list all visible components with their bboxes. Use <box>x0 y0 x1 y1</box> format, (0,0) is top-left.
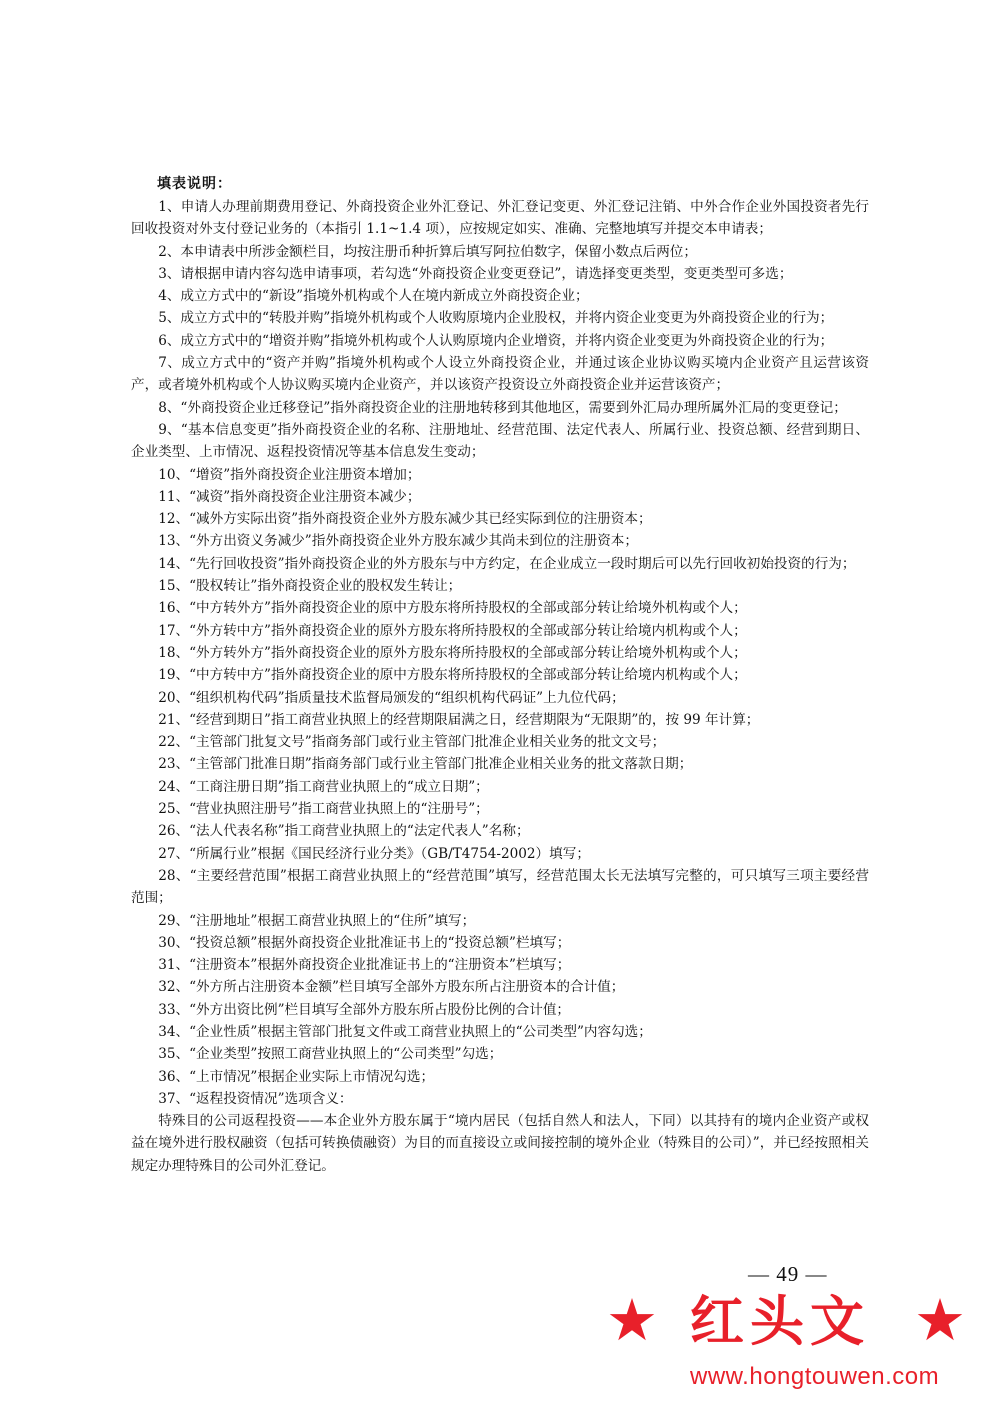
paragraph: 20、“组织机构代码”指质量技术监督局颁发的“组织机构代码证”上九位代码； <box>158 689 625 706</box>
paragraph: 29、“注册地址”根据工商营业执照上的“住所”填写； <box>158 912 476 929</box>
paragraph: 26、“法人代表名称”指工商营业执照上的“法定代表人”名称； <box>158 823 530 840</box>
paragraph: 31、“注册资本”根据外商投资企业批准证书上的“注册资本”栏填写； <box>158 957 571 974</box>
paragraph: 14、“先行回收投资”指外商投资企业的外方股东与中方约定，在企业成立一段时期后可以先行回收初始投资的行为； <box>158 555 856 572</box>
paragraph: 7、成立方式中的“资产并购”指境外机构或个人设立外商投资企业，并通过该企业协议购买境内企业资产且运营该资产，或者境外机构或个人协议购买境内企业资产，并以该资产投资设立外商投资企业并运营该资产； <box>131 355 869 394</box>
paragraph: 35、“企业类型”按照工商营业执照上的“公司类型”勾选； <box>158 1046 503 1063</box>
paragraph: 11、“减资”指外商投资企业注册资本减少； <box>158 488 421 505</box>
paragraph: 17、“外方转中方”指外商投资企业的原外方股东将所持股权的全部或部分转让给境内机构或个人； <box>158 622 747 639</box>
paragraph: 2、本申请表中所涉金额栏目，均按注册币种折算后填写阿拉伯数字，保留小数点后两位； <box>158 243 697 260</box>
paragraph: 6、成立方式中的“增资并购”指境外机构或个人认购原境内企业增资，并将内资企业变更为外商投资企业的行为； <box>158 332 834 349</box>
star-icon: ★ <box>606 1286 658 1354</box>
paragraph: 1、申请人办理前期费用登记、外商投资企业外汇登记、外汇登记变更、外汇登记注销、中外合作企业外国投资者先行回收投资对外支付登记业务的（本指引 1.1~1.4 项），应按规定如实、准确、完整地填写并提交本申请表； <box>131 199 869 238</box>
paragraph: 28、“主要经营范围”根据工商营业执照上的“经营范围”填写，经营范围太长无法填写完整的，可只填写三项主要经营范围； <box>131 867 869 907</box>
paragraph: 13、“外方出资义务减少”指外商投资企业外方股东减少其尚未到位的注册资本； <box>158 533 638 550</box>
watermark-url: www.hongtouwen.com <box>690 1363 940 1390</box>
paragraph: 23、“主管部门批准日期”指商务部门或行业主管部门批准企业相关业务的批文落款日期； <box>158 756 693 773</box>
paragraph: 30、“投资总额”根据外商投资企业批准证书上的“投资总额”栏填写； <box>158 934 571 951</box>
paragraph: 37、“返程投资情况”选项含义： <box>158 1090 353 1107</box>
paragraph: 25、“营业执照注册号”指工商营业执照上的“注册号”； <box>158 801 489 818</box>
instructions-body <box>131 196 869 1177</box>
paragraph: 4、成立方式中的“新设”指境外机构或个人在境内新成立外商投资企业； <box>158 288 589 305</box>
page-number: — 49 — <box>748 1262 828 1286</box>
paragraph: 36、“上市情况”根据企业实际上市情况勾选； <box>158 1068 435 1085</box>
paragraph: 5、成立方式中的“转股并购”指境外机构或个人收购原境内企业股权，并将内资企业变更为外商投资企业的行为； <box>158 310 834 327</box>
paragraph: 16、“中方转外方”指外商投资企业的原中方股东将所持股权的全部或部分转让给境外机构或个人； <box>158 600 747 617</box>
paragraph: 12、“减外方实际出资”指外商投资企业外方股东减少其已经实际到位的注册资本； <box>158 511 652 528</box>
paragraph: 34、“企业性质”根据主管部门批复文件或工商营业执照上的“公司类型”内容勾选； <box>158 1023 652 1040</box>
paragraph: 特殊目的公司返程投资——本企业外方股东属于“境内居民（包括自然人和法人，下同）以其持有的境内企业资产或权益在境外进行股权融资（包括可转换债融资）为目的而直接设立或间接控制的境外企业（特殊目的公司）”，并已经按照相关规定办理特殊目的公司外汇登记。 <box>131 1113 869 1174</box>
paragraph: 3、请根据申请内容勾选申请事项，若勾选“外商投资企业变更登记”，请选择变更类型，变更类型可多选； <box>158 265 793 282</box>
watermark <box>598 1285 993 1403</box>
instructions-heading: 填表说明： <box>157 176 232 192</box>
paragraph: 18、“外方转外方”指外商投资企业的原外方股东将所持股权的全部或部分转让给境外机构或个人； <box>158 644 747 661</box>
paragraph: 27、“所属行业”根据《国民经济行业分类》（GB/T4754-2002）填写； <box>158 845 590 862</box>
paragraph: 21、“经营到期日”指工商营业执照上的经营期限届满之日，经营期限为“无限期”的，按 99 年计算； <box>158 711 760 728</box>
star-icon: ★ <box>914 1286 966 1354</box>
paragraph: 32、“外方所占注册资本金额”栏目填写全部外方股东所占注册资本的合计值； <box>158 979 625 996</box>
paragraph: 22、“主管部门批复文号”指商务部门或行业主管部门批准企业相关业务的批文文号； <box>158 734 666 751</box>
paragraph: 33、“外方出资比例”栏目填写全部外方股东所占股份比例的合计值； <box>158 1001 571 1018</box>
paragraph: 24、“工商注册日期”指工商营业执照上的“成立日期”； <box>158 778 489 795</box>
paragraph: 15、“股权转让”指外商投资企业的股权发生转让； <box>158 578 462 595</box>
paragraph: 10、“增资”指外商投资企业注册资本增加； <box>158 466 421 483</box>
paragraph: 9、“基本信息变更”指外商投资企业的名称、注册地址、经营范围、法定代表人、所属行业、投资总额、经营到期日、企业类型、上市情况、返程投资情况等基本信息发生变动； <box>131 421 869 461</box>
watermark-title: 红头文 <box>690 1290 870 1353</box>
paragraph: 8、“外商投资企业迁移登记”指外商投资企业的注册地转移到其他地区，需要到外汇局办理所属外汇局的变更登记； <box>158 399 847 416</box>
paragraph: 19、“中方转中方”指外商投资企业的原中方股东将所持股权的全部或部分转让给境内机构或个人； <box>158 667 747 684</box>
